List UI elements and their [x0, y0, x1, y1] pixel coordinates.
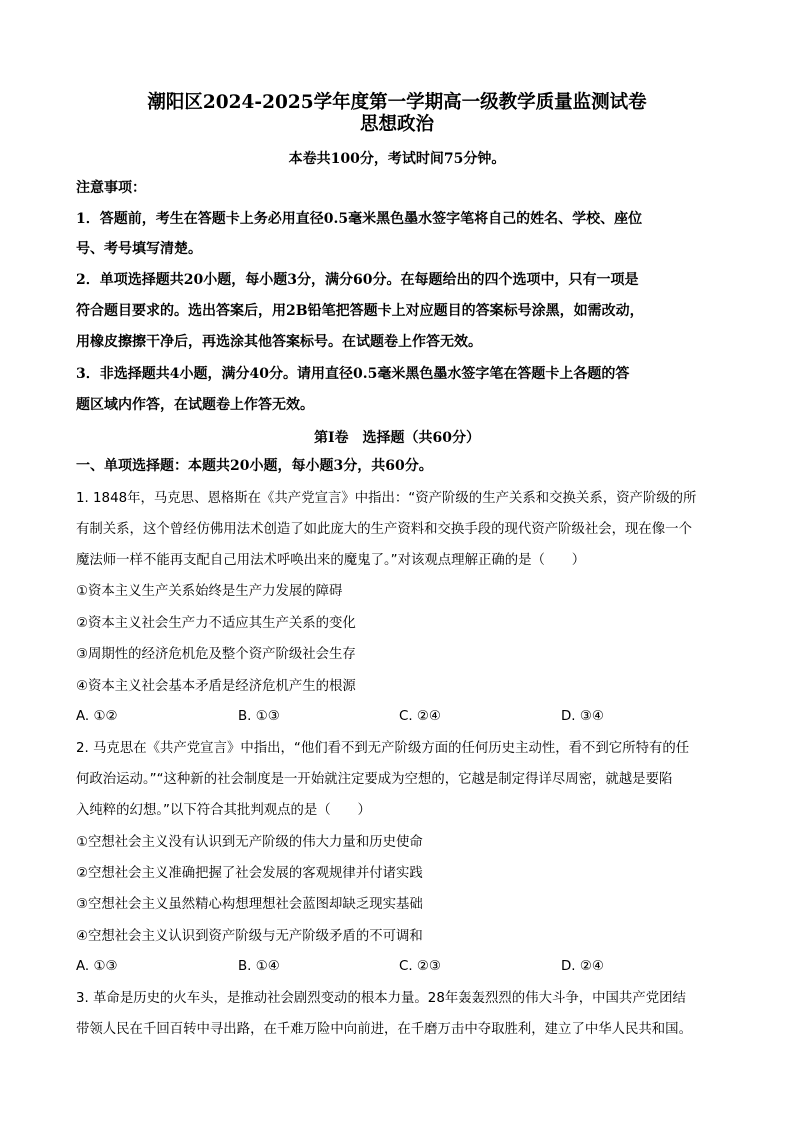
question-statement: ①空想社会主义没有认识到无产阶级的伟大力量和历史使命	[76, 835, 423, 850]
question-statement: ③周期性的经济危机危及整个资产阶级社会生存	[76, 647, 356, 662]
part-title: 一、单项选择题：本题共20小题，每小题3分，共60分。	[76, 458, 433, 474]
exam-info: 本卷共100分，考试时间75分钟。	[288, 151, 506, 167]
question-stem-line: 1. 1848年，马克思、恩格斯在《共产党宣言》中指出：“资产阶级的生产关系和交换关系，资产阶级的所	[76, 491, 697, 506]
question-statement: ④资本主义社会基本矛盾是经济危机产生的根源	[76, 679, 356, 694]
question-stem-line: 2. 马克思在《共产党宣言》中指出，“他们看不到无产阶级方面的任何历史主动性，看不到它所特有的任	[76, 741, 690, 756]
notes-line: 题区域内作答，在试题卷上作答无效。	[76, 397, 314, 413]
question-stem-line: 带领人民在千回百转中寻出路，在千难万险中向前进，在千磨万击中夺取胜利，建立了中华人民共和国。	[76, 1022, 692, 1037]
question-statement: ②空想社会主义准确把握了社会发展的客观规律并付诸实践	[76, 866, 423, 881]
option-c: C. ②④	[399, 709, 441, 724]
question-statement: ①资本主义生产关系始终是生产力发展的障碍	[76, 584, 343, 599]
notes-line: 号、考号填写清楚。	[76, 241, 202, 257]
question-stem-line: 入纯粹的幻想。”以下符合其批判观点的是（ ）	[76, 803, 371, 818]
exam-title: 潮阳区2024-2025学年度第一学期高一级教学质量监测试卷	[147, 92, 647, 113]
question-stem-line: 魔法师一样不能再支配自己用法术呼唤出来的魔鬼了。”对该观点理解正确的是（ ）	[76, 553, 586, 568]
question-statement: ②资本主义社会生产力不适应其生产关系的变化	[76, 616, 356, 631]
option-d: D. ③④	[561, 709, 604, 724]
option-d: D. ②④	[561, 959, 604, 974]
notes-line: 2．单项选择题共20小题，每小题3分，满分60分。在每题给出的四个选项中，只有一项是	[76, 272, 639, 288]
question-stem-line: 3. 革命是历史的火车头，是推动社会剧烈变动的根本力量。28年轰轰烈烈的伟大斗争，中国共产党团结	[76, 991, 686, 1006]
question-statement: ③空想社会主义虽然精心构想理想社会蓝图却缺乏现实基础	[76, 897, 423, 912]
option-b: B. ①④	[238, 959, 280, 974]
subject-title: 思想政治	[359, 114, 434, 135]
question-stem-line: 有制关系，这个曾经仿佛用法术创造了如此庞大的生产资料和交换手段的现代资产阶级社会，现在像一个	[76, 522, 692, 537]
option-b: B. ①③	[238, 709, 280, 724]
notes-heading: 注意事项：	[76, 180, 146, 196]
section-title: 第Ⅰ卷 选择题（共60分）	[313, 430, 481, 446]
notes-line: 符合题目要求的。选出答案后，用2B铅笔把答题卡上对应题目的答案标号涂黑，如需改动，	[76, 303, 644, 319]
option-a: A. ①③	[76, 959, 118, 974]
option-c: C. ②③	[399, 959, 441, 974]
notes-line: 1．答题前，考生在答题卡上务必用直径0.5毫米黑色墨水签字笔将自己的姓名、学校、座位	[76, 211, 643, 227]
question-statement: ④空想社会主义认识到资产阶级与无产阶级矛盾的不可调和	[76, 929, 423, 944]
option-a: A. ①②	[76, 709, 118, 724]
notes-line: 3．非选择题共4小题，满分40分。请用直径0.5毫米黑色墨水签字笔在答题卡上各题的答	[76, 366, 630, 382]
question-stem-line: 何政治运动。”“这种新的社会制度是一开始就注定要成为空想的，它越是制定得详尽周密，就越是要陷	[76, 772, 673, 787]
notes-line: 用橡皮擦擦干净后，再选涂其他答案标号。在试题卷上作答无效。	[76, 334, 482, 350]
